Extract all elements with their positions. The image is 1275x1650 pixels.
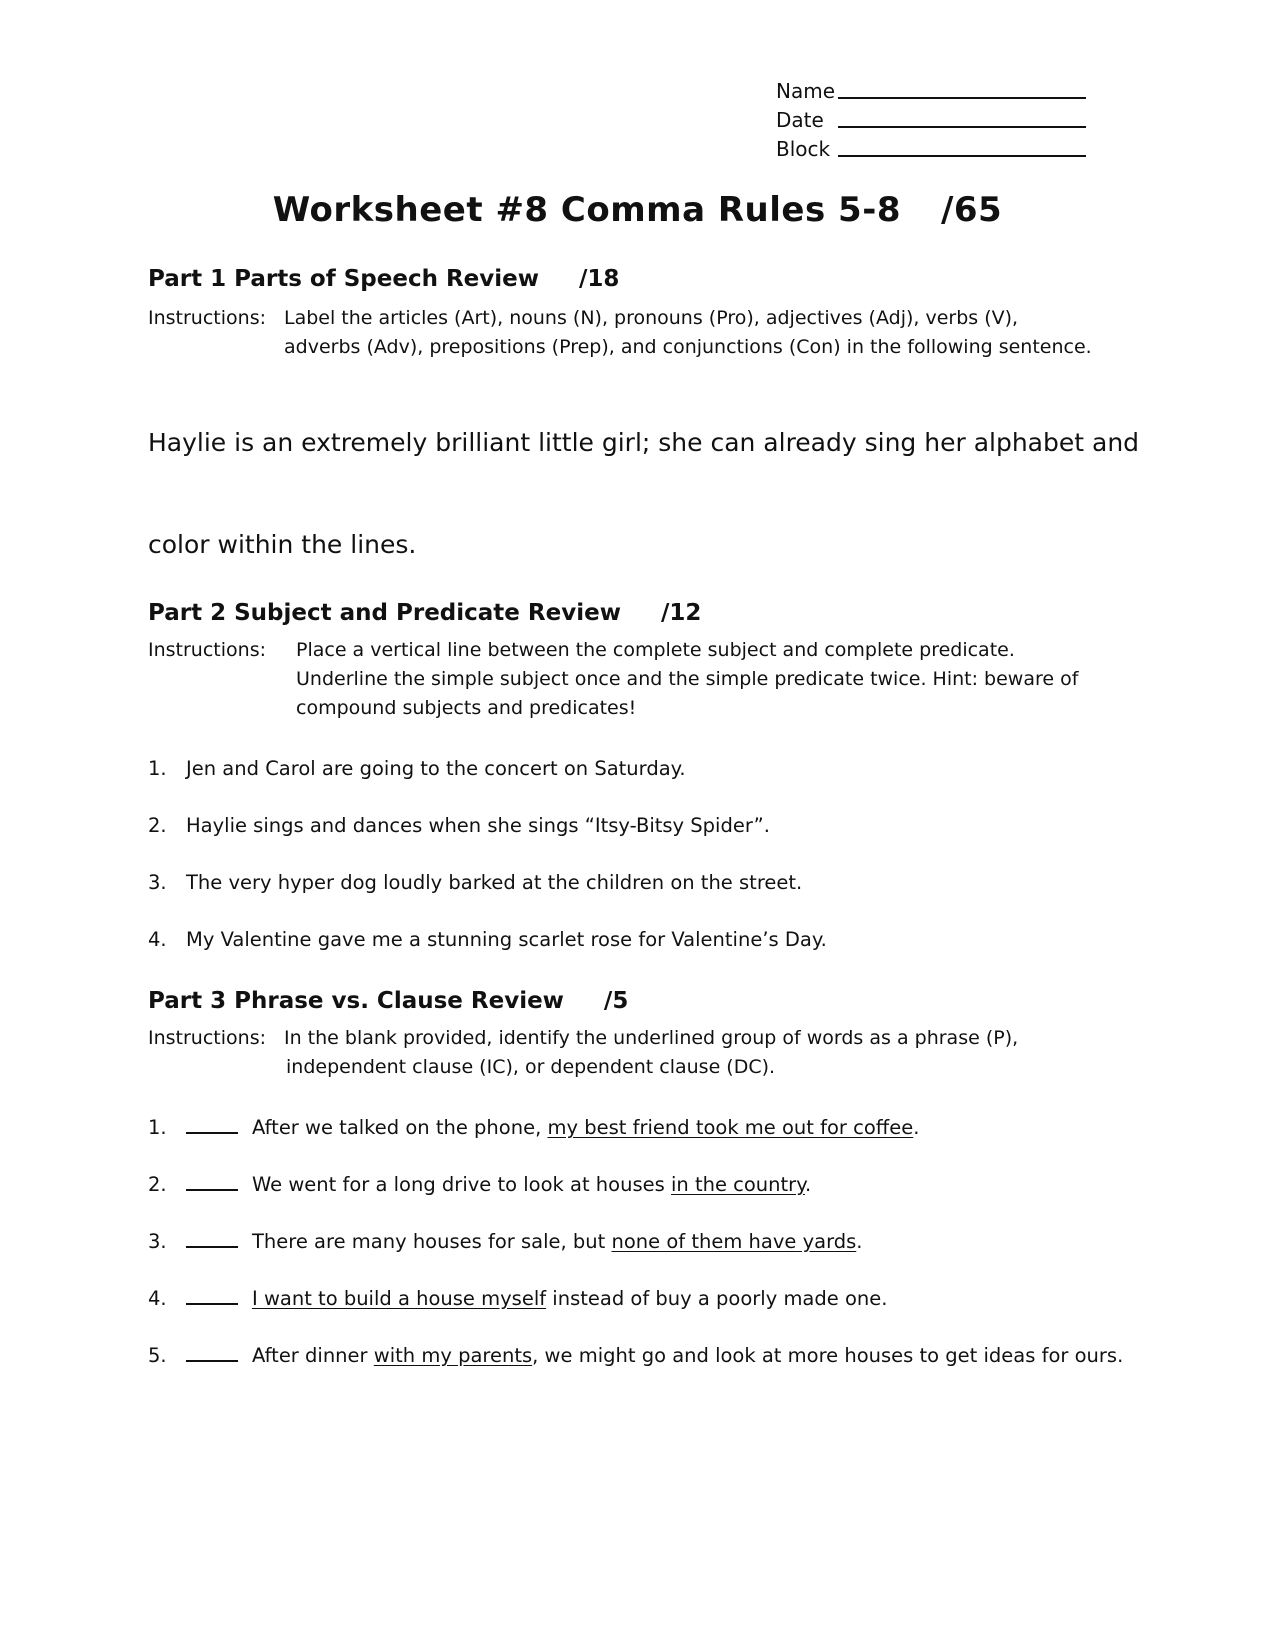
item-number: 1. [148,1116,167,1139]
item-number: 1. [148,757,167,780]
part3-item [148,1173,811,1196]
item-number: 3. [148,1230,167,1253]
item-number: 3. [148,871,167,894]
item-number: 2. [148,1173,167,1196]
part3-heading-text: Part 3 Phrase vs. Clause Review [148,988,564,1014]
item-number: 2. [148,814,167,837]
part3-item [148,1230,863,1253]
part1-instructions-line2: adverbs (Adv), prepositions (Prep), and conjunctions (Con) in the following sentence. [284,336,1092,358]
part1-instructions [148,304,1128,333]
part1-sentence-line2: color within the lines. [148,530,417,559]
part2-item [148,757,686,780]
answer-blank[interactable] [186,1287,238,1305]
item-number: 5. [148,1344,167,1367]
title-text: Worksheet #8 Comma Rules 5-8 [272,190,901,230]
underlined-group: in the country [670,1173,805,1196]
answer-blank[interactable] [186,1116,238,1134]
item-text-before: After we talked on the phone, [252,1116,548,1139]
block-field-row [776,132,1096,161]
part1-instructions-label: Instructions: [148,307,266,329]
item-text-before: We went for a long drive to look at houses [252,1173,671,1196]
part2-item [148,814,770,837]
date-blank[interactable] [838,108,1086,128]
answer-blank[interactable] [186,1230,238,1248]
part2-heading [148,600,701,626]
item-text-before: There are many houses for sale, but [252,1230,612,1253]
underlined-group: my best friend took me out for coffee [547,1116,914,1139]
worksheet-title [0,190,1275,230]
block-label: Block [776,137,831,161]
part2-item [148,871,802,894]
item-number: 4. [148,1287,167,1310]
item-text-after: . [856,1230,863,1253]
part3-instructions-line1: In the blank provided, identify the underlined group of words as a phrase (P), [284,1027,1019,1049]
part1-sentence-line1: Haylie is an extremely brilliant little girl; she can already sing her alphabet and [148,428,1140,457]
underlined-group: I want to build a house myself [252,1287,547,1310]
item-text: Jen and Carol are going to the concert on Saturday. [186,757,686,780]
part2-instructions-line3: compound subjects and predicates! [296,697,637,719]
part3-heading [148,988,628,1014]
part2-score: /12 [660,600,702,626]
part3-item [148,1116,919,1139]
part2-instructions-line2: Underline the simple subject once and the simple predicate twice. Hint: beware of [296,668,1079,690]
part3-instructions-label: Instructions: [148,1027,266,1049]
part3-instructions-line2: independent clause (IC), or dependent clause (DC). [286,1056,776,1078]
item-text-after: instead of buy a poorly made one. [546,1287,888,1310]
name-field-row [776,74,1096,103]
block-blank[interactable] [838,137,1086,157]
part1-heading [148,266,619,292]
part3-instructions [148,1024,1128,1053]
name-label: Name [776,79,836,103]
date-field-row [776,103,1096,132]
part2-item [148,928,827,951]
underlined-group: none of them have yards [611,1230,857,1253]
name-blank[interactable] [838,79,1086,99]
part3-item [148,1344,1123,1367]
answer-blank[interactable] [186,1344,238,1362]
item-text-after: . [913,1116,920,1139]
part3-score: /5 [603,988,629,1014]
part2-instructions [148,636,1128,665]
part3-item [148,1287,887,1310]
part1-score: /18 [579,266,620,292]
part1-heading-text: Part 1 Parts of Speech Review [148,266,539,292]
item-text: My Valentine gave me a stunning scarlet rose for Valentine’s Day. [186,928,827,951]
item-text-after: . [804,1173,812,1196]
answer-blank[interactable] [186,1173,238,1191]
item-number: 4. [148,928,167,951]
part1-instructions-line1: Label the articles (Art), nouns (N), pronouns (Pro), adjectives (Adj), verbs (V), [284,307,1019,329]
part2-instructions-label: Instructions: [148,639,266,661]
item-text-before: After dinner [252,1344,374,1367]
item-text: The very hyper dog loudly barked at the children on the street. [186,871,803,894]
date-label: Date [776,108,824,132]
part2-heading-text: Part 2 Subject and Predicate Review [148,600,621,626]
part2-instructions-line1: Place a vertical line between the complete subject and complete predicate. [296,639,1015,661]
student-info-fields [776,74,1096,161]
underlined-group: with my parents [373,1344,533,1367]
item-text-after: , we might go and look at more houses to get ideas for ours. [532,1344,1124,1367]
title-score: /65 [940,190,1003,230]
item-text: Haylie sings and dances when she sings “Itsy-Bitsy Spider”. [186,814,770,837]
